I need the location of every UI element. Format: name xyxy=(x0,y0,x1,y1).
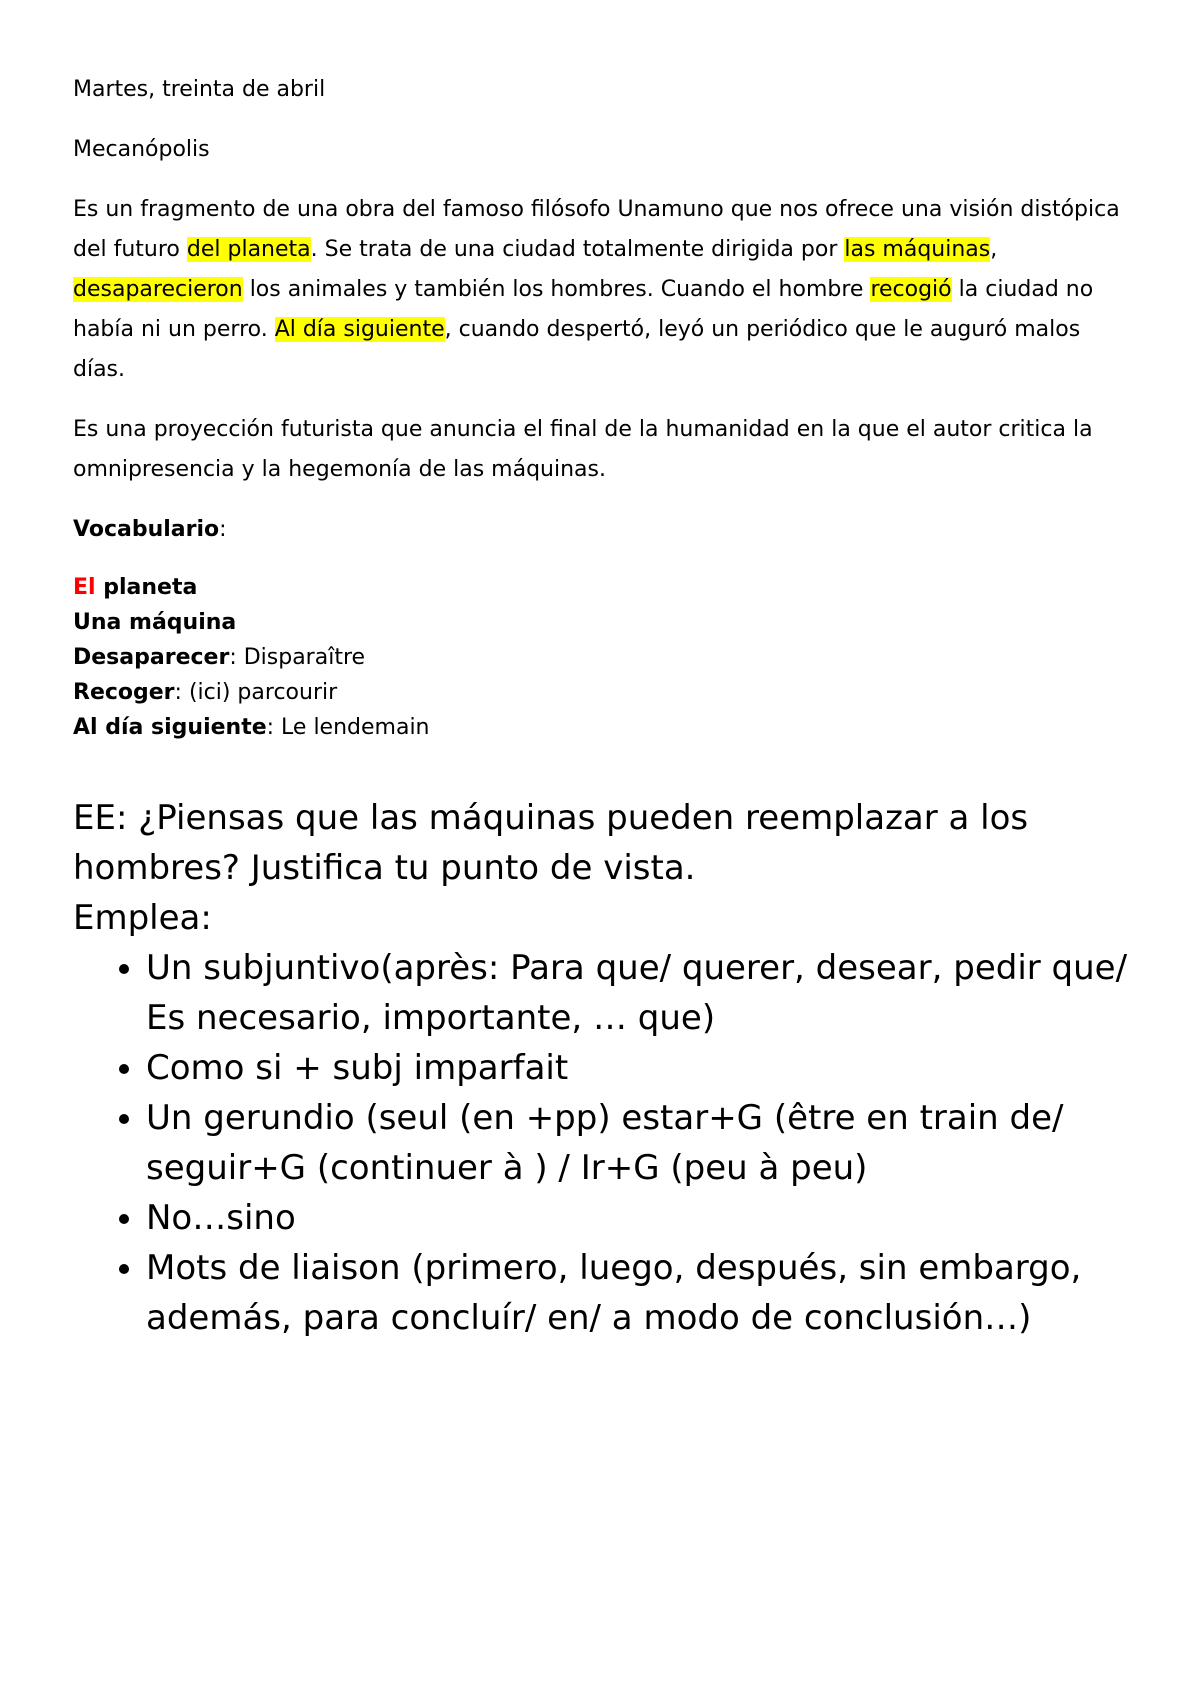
vocab-item xyxy=(73,675,1133,710)
para-segment: , cuando despertó, leyó un periódico que le auguró malos días. xyxy=(73,317,1081,382)
requirement-item: • Como si + subj imparfait xyxy=(146,1043,1133,1093)
summary-paragraph xyxy=(73,190,1133,390)
vocabulary-list xyxy=(73,570,1133,745)
para-segment: los animales y también los hombres. Cuando el hombre xyxy=(242,277,871,302)
highlighted-phrase: Al día siguiente xyxy=(274,317,445,342)
writing-task-prompt: EE: ¿Piensas que las máquinas pueden reemplazar a los hombres? Justifica tu punto de vista. xyxy=(73,798,1029,888)
vocabulary-heading-text: Vocabulario xyxy=(73,517,220,542)
grammar-requirements-list xyxy=(73,943,1133,1343)
vocab-item xyxy=(73,710,1133,745)
emplea-label: Emplea: xyxy=(73,898,212,938)
vocab-definition: : Disparaître xyxy=(229,645,366,670)
vocab-term: Recoger xyxy=(73,680,175,705)
vocab-term: Desaparecer xyxy=(73,645,230,670)
requirement-item: • No…sino xyxy=(146,1193,1133,1243)
vocab-item xyxy=(73,605,1133,640)
highlighted-phrase: las máquinas xyxy=(844,237,991,262)
vocab-term: Al día siguiente xyxy=(73,715,267,740)
highlighted-phrase: del planeta xyxy=(186,237,311,262)
vocab-definition: : Le lendemain xyxy=(266,715,430,740)
highlighted-phrase: desaparecieron xyxy=(73,277,243,302)
vocabulary-heading xyxy=(73,510,1133,550)
requirement-item: • Un subjuntivo(après: Para que/ querer, desear, pedir que/ Es necesario, importante, … que) xyxy=(146,943,1133,1043)
requirement-item: • Un gerundio (seul (en +pp) estar+G (être en train de/ seguir+G (continuer à ) / Ir+G (peu à peu) xyxy=(146,1093,1133,1193)
date-line: Martes, treinta de abril xyxy=(73,77,326,102)
vocab-item xyxy=(73,640,1133,675)
vocab-definition: : (ici) parcourir xyxy=(174,680,338,705)
highlighted-phrase: recogió xyxy=(870,277,952,302)
vocab-term: Una máquina xyxy=(73,610,237,635)
analysis-paragraph: Es una proyección futurista que anuncia el final de la humanidad en la que el autor critica la omnipresencia y la hegemonía de las máquinas. xyxy=(73,417,1093,482)
vocab-item xyxy=(73,570,1133,605)
para-segment: Es un fragmento de una obra del famoso filósofo Unamuno que nos ofrece una visión distópica del futuro xyxy=(73,197,1120,262)
vocabulary-heading-colon: : xyxy=(219,517,227,542)
para-segment: la ciudad no había ni un perro. xyxy=(73,277,1094,342)
document-page xyxy=(73,70,1133,1343)
vocab-term: planeta xyxy=(95,575,198,600)
vocab-article: El xyxy=(73,575,96,600)
para-segment: . Se trata de una ciudad totalmente dirigida por xyxy=(310,237,845,262)
para-segment: , xyxy=(990,237,998,262)
document-title: Mecanópolis xyxy=(73,137,210,162)
requirement-item: • Mots de liaison (primero, luego, después, sin embargo, además, para concluír/ en/ a modo de conclusión…) xyxy=(146,1243,1133,1343)
